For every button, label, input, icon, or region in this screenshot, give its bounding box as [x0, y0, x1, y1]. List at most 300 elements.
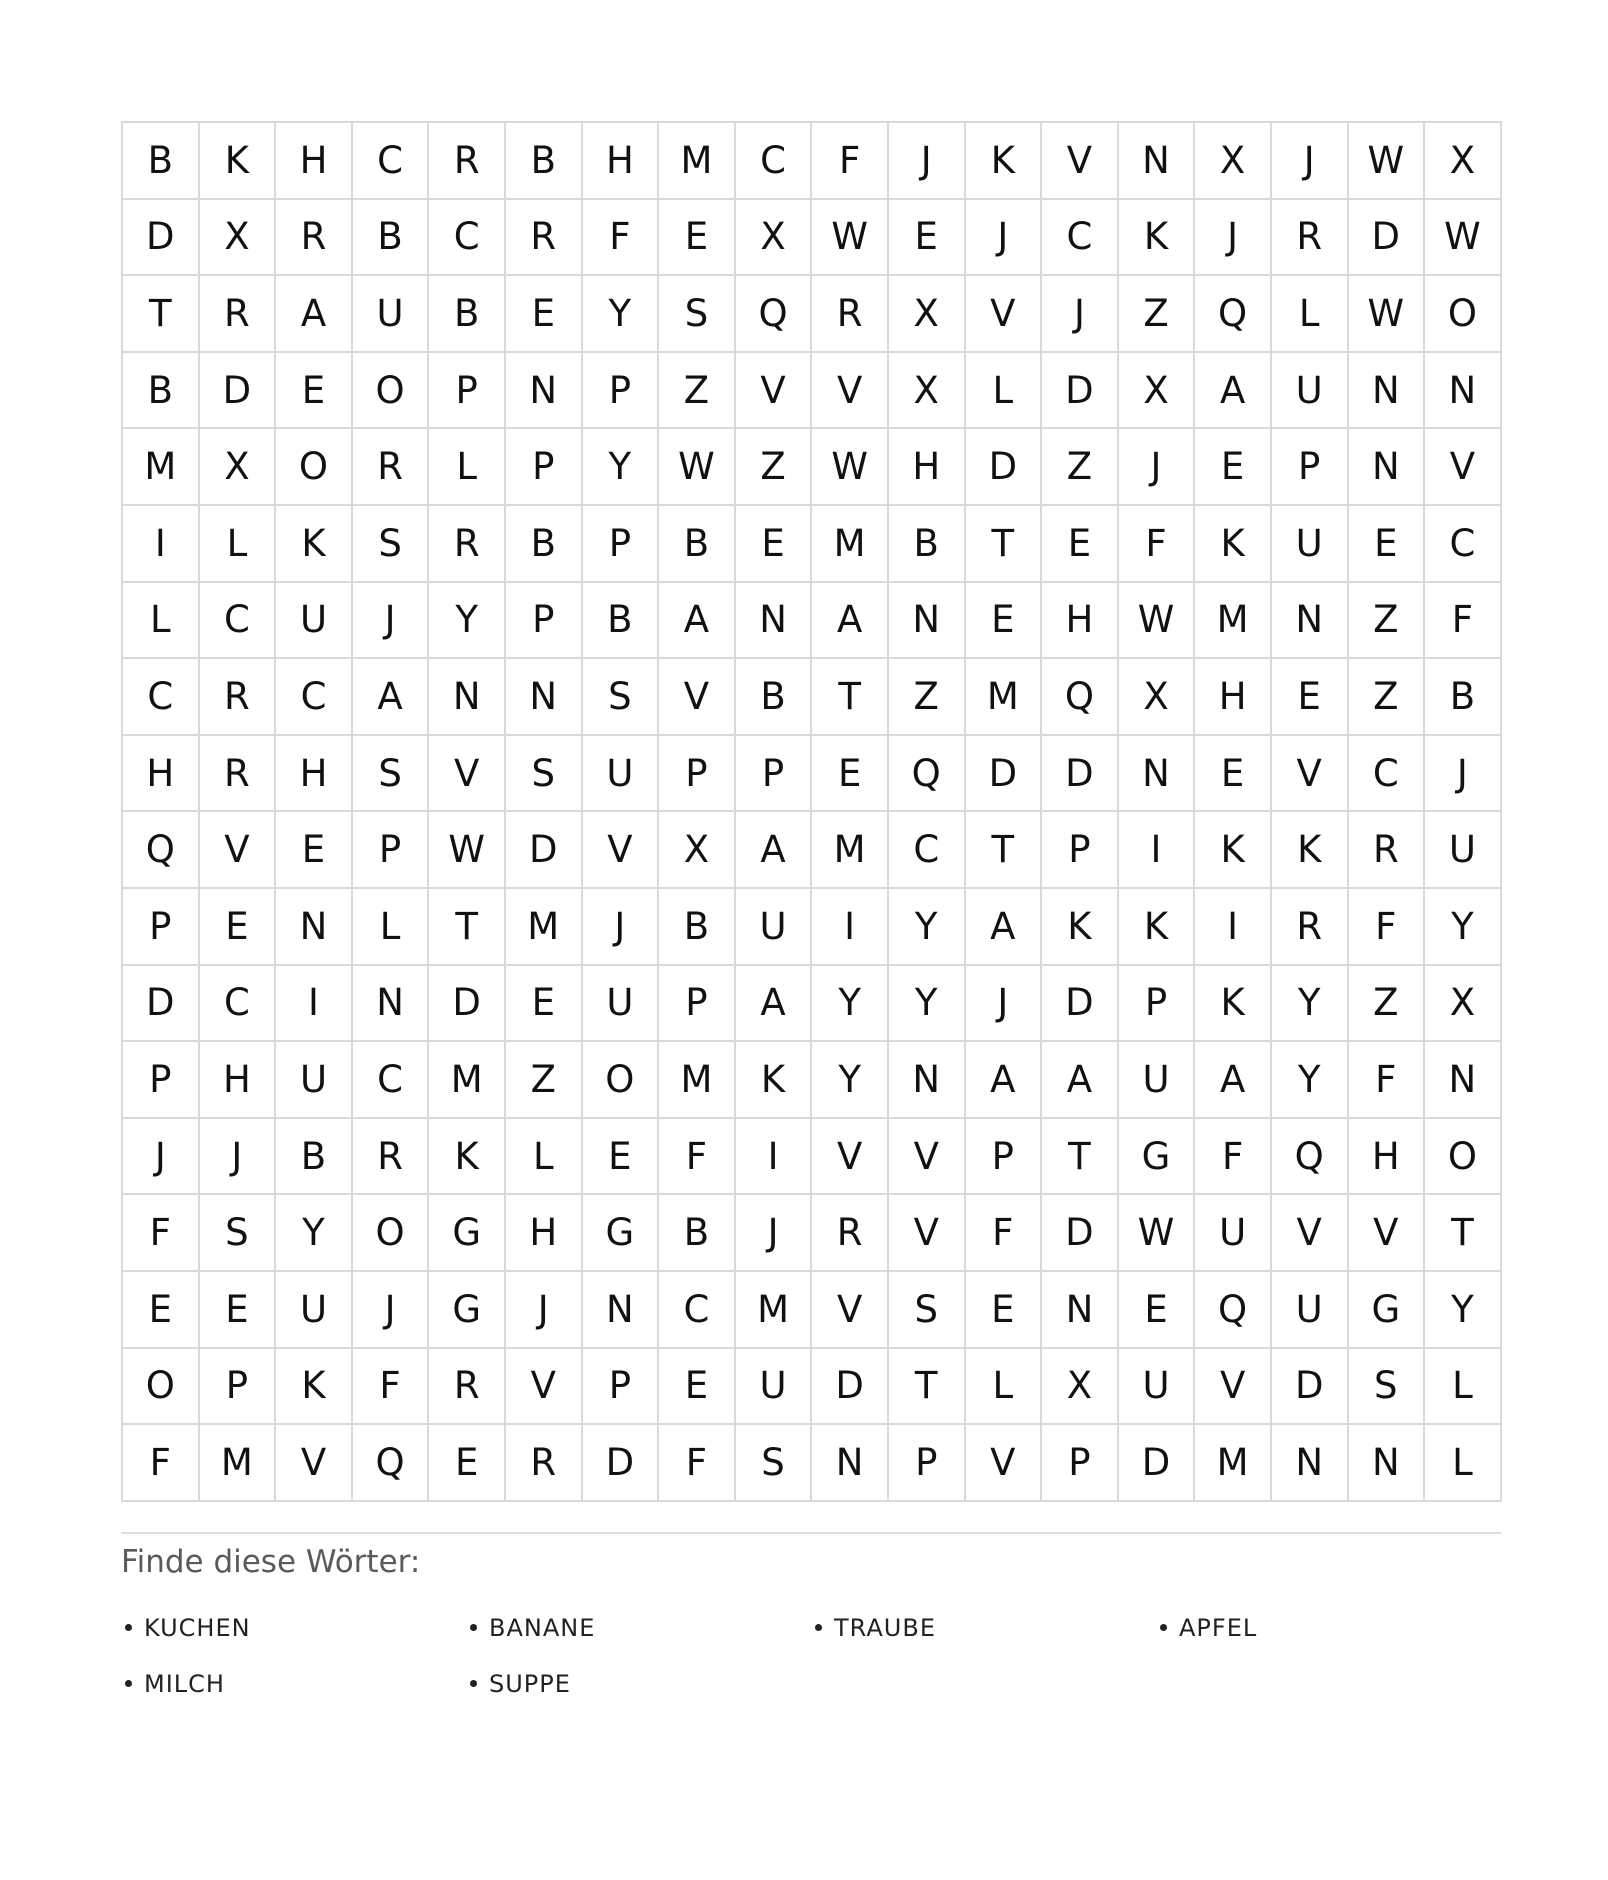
grid-cell[interactable]: D — [1272, 1349, 1349, 1426]
grid-cell[interactable]: F — [1119, 506, 1196, 583]
grid-cell[interactable]: P — [353, 812, 430, 889]
grid-cell[interactable]: T — [429, 889, 506, 966]
grid-cell[interactable]: R — [200, 276, 277, 353]
grid-cell[interactable]: P — [429, 353, 506, 430]
grid-cell[interactable]: B — [276, 1119, 353, 1196]
grid-cell[interactable]: M — [812, 812, 889, 889]
grid-cell[interactable]: I — [1195, 889, 1272, 966]
grid-cell[interactable]: F — [123, 1425, 200, 1502]
grid-cell[interactable]: M — [200, 1425, 277, 1502]
grid-cell[interactable]: B — [659, 1195, 736, 1272]
grid-cell[interactable]: P — [583, 353, 660, 430]
grid-cell[interactable]: N — [1119, 736, 1196, 813]
grid-cell[interactable]: N — [1349, 429, 1426, 506]
grid-cell[interactable]: A — [736, 966, 813, 1043]
grid-cell[interactable]: M — [966, 659, 1043, 736]
grid-cell[interactable]: F — [1349, 1042, 1426, 1119]
grid-cell[interactable]: D — [583, 1425, 660, 1502]
grid-cell[interactable]: J — [889, 123, 966, 200]
grid-cell[interactable]: D — [966, 736, 1043, 813]
grid-cell[interactable]: W — [812, 200, 889, 277]
grid-cell[interactable]: D — [429, 966, 506, 1043]
grid-cell[interactable]: A — [659, 583, 736, 660]
grid-cell[interactable]: E — [200, 1272, 277, 1349]
grid-cell[interactable]: J — [200, 1119, 277, 1196]
grid-cell[interactable]: S — [583, 659, 660, 736]
grid-cell[interactable]: N — [506, 659, 583, 736]
grid-cell[interactable]: K — [1119, 889, 1196, 966]
grid-cell[interactable]: E — [1195, 429, 1272, 506]
grid-cell[interactable]: T — [1425, 1195, 1502, 1272]
grid-cell[interactable]: N — [429, 659, 506, 736]
grid-cell[interactable]: X — [736, 200, 813, 277]
grid-cell[interactable]: N — [583, 1272, 660, 1349]
grid-cell[interactable]: P — [1119, 966, 1196, 1043]
grid-cell[interactable]: S — [736, 1425, 813, 1502]
grid-cell[interactable]: P — [659, 966, 736, 1043]
grid-cell[interactable]: E — [889, 200, 966, 277]
grid-cell[interactable]: G — [1119, 1119, 1196, 1196]
grid-cell[interactable]: K — [1042, 889, 1119, 966]
grid-cell[interactable]: Z — [1349, 659, 1426, 736]
grid-cell[interactable]: V — [966, 1425, 1043, 1502]
grid-cell[interactable]: K — [276, 506, 353, 583]
grid-cell[interactable]: O — [276, 429, 353, 506]
grid-cell[interactable]: D — [1042, 736, 1119, 813]
grid-cell[interactable]: H — [1349, 1119, 1426, 1196]
grid-cell[interactable]: D — [966, 429, 1043, 506]
grid-cell[interactable]: D — [1119, 1425, 1196, 1502]
grid-cell[interactable]: V — [1272, 1195, 1349, 1272]
grid-cell[interactable]: L — [1272, 276, 1349, 353]
grid-cell[interactable]: B — [1425, 659, 1502, 736]
grid-cell[interactable]: R — [812, 276, 889, 353]
grid-cell[interactable]: S — [200, 1195, 277, 1272]
grid-cell[interactable]: Q — [1195, 276, 1272, 353]
grid-cell[interactable]: J — [1195, 200, 1272, 277]
grid-cell[interactable]: B — [659, 889, 736, 966]
grid-cell[interactable]: E — [966, 1272, 1043, 1349]
grid-cell[interactable]: J — [1272, 123, 1349, 200]
grid-cell[interactable]: Z — [1119, 276, 1196, 353]
grid-cell[interactable]: U — [583, 736, 660, 813]
grid-cell[interactable]: V — [276, 1425, 353, 1502]
grid-cell[interactable]: R — [1349, 812, 1426, 889]
grid-cell[interactable]: U — [276, 583, 353, 660]
grid-cell[interactable]: P — [583, 506, 660, 583]
grid-cell[interactable]: F — [353, 1349, 430, 1426]
grid-cell[interactable]: X — [889, 276, 966, 353]
grid-cell[interactable]: W — [1119, 1195, 1196, 1272]
grid-cell[interactable]: Y — [583, 276, 660, 353]
grid-cell[interactable]: F — [659, 1119, 736, 1196]
grid-cell[interactable]: W — [812, 429, 889, 506]
grid-cell[interactable]: Y — [1272, 966, 1349, 1043]
grid-cell[interactable]: J — [506, 1272, 583, 1349]
grid-cell[interactable]: Y — [1425, 889, 1502, 966]
grid-cell[interactable]: P — [1272, 429, 1349, 506]
grid-cell[interactable]: A — [276, 276, 353, 353]
grid-cell[interactable]: D — [123, 200, 200, 277]
grid-cell[interactable]: E — [583, 1119, 660, 1196]
grid-cell[interactable]: X — [1042, 1349, 1119, 1426]
grid-cell[interactable]: U — [1272, 353, 1349, 430]
grid-cell[interactable]: J — [353, 583, 430, 660]
grid-cell[interactable]: L — [123, 583, 200, 660]
grid-cell[interactable]: V — [506, 1349, 583, 1426]
grid-cell[interactable]: K — [736, 1042, 813, 1119]
grid-cell[interactable]: B — [506, 506, 583, 583]
grid-cell[interactable]: C — [123, 659, 200, 736]
grid-cell[interactable]: N — [736, 583, 813, 660]
grid-cell[interactable]: K — [1119, 200, 1196, 277]
grid-cell[interactable]: M — [1195, 583, 1272, 660]
grid-cell[interactable]: H — [1042, 583, 1119, 660]
grid-cell[interactable]: H — [889, 429, 966, 506]
grid-cell[interactable]: M — [506, 889, 583, 966]
grid-cell[interactable]: V — [812, 353, 889, 430]
grid-cell[interactable]: Y — [889, 889, 966, 966]
grid-cell[interactable]: N — [1119, 123, 1196, 200]
grid-cell[interactable]: X — [1425, 966, 1502, 1043]
grid-cell[interactable]: E — [506, 276, 583, 353]
grid-cell[interactable]: W — [1119, 583, 1196, 660]
grid-cell[interactable]: W — [1349, 123, 1426, 200]
grid-cell[interactable]: U — [736, 1349, 813, 1426]
grid-cell[interactable]: P — [1042, 1425, 1119, 1502]
grid-cell[interactable]: N — [1272, 583, 1349, 660]
grid-cell[interactable]: I — [1119, 812, 1196, 889]
grid-cell[interactable]: E — [966, 583, 1043, 660]
grid-cell[interactable]: K — [1195, 966, 1272, 1043]
grid-cell[interactable]: A — [1195, 353, 1272, 430]
grid-cell[interactable]: J — [736, 1195, 813, 1272]
grid-cell[interactable]: G — [1349, 1272, 1426, 1349]
grid-cell[interactable]: V — [200, 812, 277, 889]
grid-cell[interactable]: R — [506, 200, 583, 277]
grid-cell[interactable]: T — [812, 659, 889, 736]
grid-cell[interactable]: S — [1349, 1349, 1426, 1426]
grid-cell[interactable]: N — [1272, 1425, 1349, 1502]
grid-cell[interactable]: N — [889, 1042, 966, 1119]
grid-cell[interactable]: P — [506, 429, 583, 506]
grid-cell[interactable]: Q — [1042, 659, 1119, 736]
grid-cell[interactable]: E — [1119, 1272, 1196, 1349]
grid-cell[interactable]: O — [353, 1195, 430, 1272]
grid-cell[interactable]: Y — [812, 966, 889, 1043]
grid-cell[interactable]: H — [1195, 659, 1272, 736]
grid-cell[interactable]: A — [966, 889, 1043, 966]
grid-cell[interactable]: N — [506, 353, 583, 430]
grid-cell[interactable]: T — [889, 1349, 966, 1426]
grid-cell[interactable]: L — [429, 429, 506, 506]
grid-cell[interactable]: V — [812, 1119, 889, 1196]
grid-cell[interactable]: R — [353, 1119, 430, 1196]
grid-cell[interactable]: K — [200, 123, 277, 200]
grid-cell[interactable]: D — [812, 1349, 889, 1426]
grid-cell[interactable]: D — [123, 966, 200, 1043]
grid-cell[interactable]: R — [200, 736, 277, 813]
grid-cell[interactable]: P — [123, 889, 200, 966]
grid-cell[interactable]: V — [736, 353, 813, 430]
grid-cell[interactable]: Y — [889, 966, 966, 1043]
grid-cell[interactable]: S — [506, 736, 583, 813]
grid-cell[interactable]: Q — [353, 1425, 430, 1502]
grid-cell[interactable]: M — [736, 1272, 813, 1349]
grid-cell[interactable]: R — [812, 1195, 889, 1272]
grid-cell[interactable]: D — [200, 353, 277, 430]
grid-cell[interactable]: M — [659, 1042, 736, 1119]
grid-cell[interactable]: B — [736, 659, 813, 736]
grid-cell[interactable]: P — [200, 1349, 277, 1426]
grid-cell[interactable]: F — [812, 123, 889, 200]
grid-cell[interactable]: J — [966, 966, 1043, 1043]
grid-cell[interactable]: L — [966, 1349, 1043, 1426]
grid-cell[interactable]: Y — [583, 429, 660, 506]
grid-cell[interactable]: Z — [1349, 583, 1426, 660]
grid-cell[interactable]: U — [583, 966, 660, 1043]
grid-cell[interactable]: V — [1042, 123, 1119, 200]
grid-cell[interactable]: V — [429, 736, 506, 813]
grid-cell[interactable]: Z — [1349, 966, 1426, 1043]
grid-cell[interactable]: F — [583, 200, 660, 277]
grid-cell[interactable]: C — [353, 123, 430, 200]
grid-cell[interactable]: L — [1425, 1349, 1502, 1426]
grid-cell[interactable]: H — [200, 1042, 277, 1119]
grid-cell[interactable]: Y — [429, 583, 506, 660]
grid-cell[interactable]: F — [1195, 1119, 1272, 1196]
grid-cell[interactable]: C — [889, 812, 966, 889]
grid-cell[interactable]: V — [583, 812, 660, 889]
grid-cell[interactable]: J — [1119, 429, 1196, 506]
grid-cell[interactable]: K — [276, 1349, 353, 1426]
grid-cell[interactable]: N — [1425, 353, 1502, 430]
grid-cell[interactable]: F — [966, 1195, 1043, 1272]
grid-cell[interactable]: V — [659, 659, 736, 736]
grid-cell[interactable]: L — [1425, 1425, 1502, 1502]
grid-cell[interactable]: N — [1425, 1042, 1502, 1119]
grid-cell[interactable]: N — [353, 966, 430, 1043]
grid-cell[interactable]: K — [1272, 812, 1349, 889]
grid-cell[interactable]: N — [889, 583, 966, 660]
grid-cell[interactable]: R — [1272, 889, 1349, 966]
grid-cell[interactable]: H — [506, 1195, 583, 1272]
grid-cell[interactable]: W — [1349, 276, 1426, 353]
grid-cell[interactable]: B — [889, 506, 966, 583]
grid-cell[interactable]: U — [1272, 1272, 1349, 1349]
grid-cell[interactable]: D — [506, 812, 583, 889]
grid-cell[interactable]: V — [889, 1119, 966, 1196]
grid-cell[interactable]: R — [429, 1349, 506, 1426]
grid-cell[interactable]: M — [812, 506, 889, 583]
grid-cell[interactable]: Q — [736, 276, 813, 353]
grid-cell[interactable]: U — [276, 1042, 353, 1119]
grid-cell[interactable]: C — [1349, 736, 1426, 813]
grid-cell[interactable]: B — [123, 353, 200, 430]
grid-cell[interactable]: G — [429, 1195, 506, 1272]
grid-cell[interactable]: B — [429, 276, 506, 353]
grid-cell[interactable]: E — [812, 736, 889, 813]
grid-cell[interactable]: V — [1195, 1349, 1272, 1426]
grid-cell[interactable]: O — [1425, 276, 1502, 353]
grid-cell[interactable]: T — [123, 276, 200, 353]
grid-cell[interactable]: L — [200, 506, 277, 583]
grid-cell[interactable]: B — [123, 123, 200, 200]
grid-cell[interactable]: T — [966, 506, 1043, 583]
grid-cell[interactable]: E — [506, 966, 583, 1043]
grid-cell[interactable]: U — [353, 276, 430, 353]
grid-cell[interactable]: X — [889, 353, 966, 430]
grid-cell[interactable]: F — [1425, 583, 1502, 660]
grid-cell[interactable]: C — [200, 966, 277, 1043]
grid-cell[interactable]: Q — [889, 736, 966, 813]
grid-cell[interactable]: I — [276, 966, 353, 1043]
grid-cell[interactable]: F — [123, 1195, 200, 1272]
grid-cell[interactable]: K — [1195, 506, 1272, 583]
grid-cell[interactable]: B — [659, 506, 736, 583]
grid-cell[interactable]: Y — [812, 1042, 889, 1119]
grid-cell[interactable]: P — [659, 736, 736, 813]
grid-cell[interactable]: A — [966, 1042, 1043, 1119]
grid-cell[interactable]: Y — [1425, 1272, 1502, 1349]
grid-cell[interactable]: C — [353, 1042, 430, 1119]
grid-cell[interactable]: C — [1042, 200, 1119, 277]
grid-cell[interactable]: Z — [506, 1042, 583, 1119]
grid-cell[interactable]: R — [429, 506, 506, 583]
grid-cell[interactable]: E — [1195, 736, 1272, 813]
grid-cell[interactable]: J — [583, 889, 660, 966]
grid-cell[interactable]: M — [659, 123, 736, 200]
grid-cell[interactable]: E — [659, 200, 736, 277]
grid-cell[interactable]: E — [1349, 506, 1426, 583]
grid-cell[interactable]: E — [276, 812, 353, 889]
grid-cell[interactable]: D — [1042, 966, 1119, 1043]
grid-cell[interactable]: K — [1195, 812, 1272, 889]
grid-cell[interactable]: Y — [276, 1195, 353, 1272]
grid-cell[interactable]: J — [1042, 276, 1119, 353]
grid-cell[interactable]: E — [200, 889, 277, 966]
grid-cell[interactable]: D — [1042, 1195, 1119, 1272]
grid-cell[interactable]: C — [659, 1272, 736, 1349]
grid-cell[interactable]: F — [1349, 889, 1426, 966]
grid-cell[interactable]: W — [1425, 200, 1502, 277]
grid-cell[interactable]: L — [506, 1119, 583, 1196]
grid-cell[interactable]: H — [276, 736, 353, 813]
grid-cell[interactable]: N — [812, 1425, 889, 1502]
grid-cell[interactable]: J — [123, 1119, 200, 1196]
grid-cell[interactable]: T — [966, 812, 1043, 889]
grid-cell[interactable]: N — [276, 889, 353, 966]
grid-cell[interactable]: X — [1119, 353, 1196, 430]
grid-cell[interactable]: Z — [736, 429, 813, 506]
grid-cell[interactable]: L — [353, 889, 430, 966]
grid-cell[interactable]: D — [1349, 200, 1426, 277]
grid-cell[interactable]: U — [736, 889, 813, 966]
grid-cell[interactable]: G — [583, 1195, 660, 1272]
grid-cell[interactable]: W — [429, 812, 506, 889]
grid-cell[interactable]: O — [353, 353, 430, 430]
grid-cell[interactable]: A — [1195, 1042, 1272, 1119]
grid-cell[interactable]: E — [429, 1425, 506, 1502]
grid-cell[interactable]: W — [659, 429, 736, 506]
grid-cell[interactable]: C — [200, 583, 277, 660]
grid-cell[interactable]: P — [966, 1119, 1043, 1196]
grid-cell[interactable]: I — [736, 1119, 813, 1196]
grid-cell[interactable]: Q — [1195, 1272, 1272, 1349]
grid-cell[interactable]: S — [353, 736, 430, 813]
grid-cell[interactable]: V — [1425, 429, 1502, 506]
grid-cell[interactable]: U — [1119, 1349, 1196, 1426]
grid-cell[interactable]: P — [123, 1042, 200, 1119]
grid-cell[interactable]: S — [353, 506, 430, 583]
grid-cell[interactable]: V — [812, 1272, 889, 1349]
grid-cell[interactable]: N — [1349, 1425, 1426, 1502]
grid-cell[interactable]: Q — [123, 812, 200, 889]
grid-cell[interactable]: P — [583, 1349, 660, 1426]
grid-cell[interactable]: R — [1272, 200, 1349, 277]
grid-cell[interactable]: C — [736, 123, 813, 200]
grid-cell[interactable]: I — [812, 889, 889, 966]
grid-cell[interactable]: C — [276, 659, 353, 736]
grid-cell[interactable]: P — [889, 1425, 966, 1502]
grid-cell[interactable]: X — [1195, 123, 1272, 200]
grid-cell[interactable]: N — [1349, 353, 1426, 430]
grid-cell[interactable]: R — [506, 1425, 583, 1502]
grid-cell[interactable]: E — [1042, 506, 1119, 583]
grid-cell[interactable]: R — [276, 200, 353, 277]
grid-cell[interactable]: U — [1425, 812, 1502, 889]
grid-cell[interactable]: J — [353, 1272, 430, 1349]
grid-cell[interactable]: X — [200, 200, 277, 277]
grid-cell[interactable]: K — [966, 123, 1043, 200]
grid-cell[interactable]: V — [966, 276, 1043, 353]
grid-cell[interactable]: U — [276, 1272, 353, 1349]
grid-cell[interactable]: P — [736, 736, 813, 813]
grid-cell[interactable]: E — [659, 1349, 736, 1426]
grid-cell[interactable]: L — [966, 353, 1043, 430]
grid-cell[interactable]: J — [966, 200, 1043, 277]
grid-cell[interactable]: V — [1272, 736, 1349, 813]
grid-cell[interactable]: D — [1042, 353, 1119, 430]
grid-cell[interactable]: C — [429, 200, 506, 277]
grid-cell[interactable]: U — [1119, 1042, 1196, 1119]
grid-cell[interactable]: Y — [1272, 1042, 1349, 1119]
grid-cell[interactable]: O — [583, 1042, 660, 1119]
grid-cell[interactable]: Z — [1042, 429, 1119, 506]
grid-cell[interactable]: U — [1195, 1195, 1272, 1272]
grid-cell[interactable]: R — [353, 429, 430, 506]
grid-cell[interactable]: Z — [889, 659, 966, 736]
grid-cell[interactable]: S — [889, 1272, 966, 1349]
grid-cell[interactable]: J — [1425, 736, 1502, 813]
grid-cell[interactable]: X — [659, 812, 736, 889]
grid-cell[interactable]: B — [506, 123, 583, 200]
grid-cell[interactable]: E — [736, 506, 813, 583]
grid-cell[interactable]: P — [1042, 812, 1119, 889]
grid-cell[interactable]: B — [353, 200, 430, 277]
grid-cell[interactable]: Z — [659, 353, 736, 430]
grid-cell[interactable]: A — [812, 583, 889, 660]
grid-cell[interactable]: O — [123, 1349, 200, 1426]
grid-cell[interactable]: H — [276, 123, 353, 200]
grid-cell[interactable]: A — [1042, 1042, 1119, 1119]
grid-cell[interactable]: M — [429, 1042, 506, 1119]
grid-cell[interactable]: M — [1195, 1425, 1272, 1502]
grid-cell[interactable]: U — [1272, 506, 1349, 583]
grid-cell[interactable]: I — [123, 506, 200, 583]
grid-cell[interactable]: E — [1272, 659, 1349, 736]
grid-cell[interactable]: G — [429, 1272, 506, 1349]
